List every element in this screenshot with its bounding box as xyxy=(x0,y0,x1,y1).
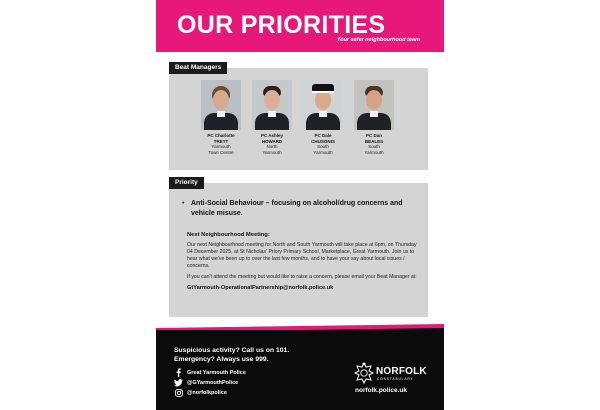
instagram-link[interactable]: @norfolkpolice xyxy=(174,388,227,397)
officer-name: PC Ashley HOWARD xyxy=(260,133,284,144)
officer-area: South Yarmouth xyxy=(313,144,333,155)
contact-email[interactable]: GtYarmouth-OperationalPartnership@norfolk.police.uk xyxy=(187,285,334,291)
twitter-icon xyxy=(174,378,183,387)
cant-attend-text: If you can't attend the meeting but would like to raise a concern, please email your Beat Manager at: xyxy=(187,274,417,280)
officer-name: PC Dan BEALES xyxy=(364,133,384,144)
officer-area: South Yarmouth xyxy=(364,144,384,155)
officer-card xyxy=(250,80,294,155)
police-crest-icon xyxy=(354,362,374,384)
page-title: OUR PRIORITIES xyxy=(177,11,386,39)
meeting-body: Our next Neighbourhood meeting for North and South Yarmouth will take place at 6pm, on Thursday 04 December 2025, at St Nicholas' Priory Primary School, Marketplace, Great Yarmouth. Join us to hear what we've been up to over the last few months, and to have your say about local issues / concerns. xyxy=(187,242,417,269)
instagram-icon xyxy=(174,388,183,397)
officer-photo xyxy=(354,80,394,130)
officer-card xyxy=(199,80,243,155)
website-link[interactable]: norfolk.police.uk xyxy=(355,387,408,394)
officer-area: North Yarmouth xyxy=(262,144,282,155)
facebook-icon xyxy=(174,368,183,377)
officer-area: Yarmouth Town Centre xyxy=(208,144,234,155)
officer-photo xyxy=(303,80,343,130)
meeting-heading: Next Neighbourhood Meeting: xyxy=(187,232,270,238)
officer-name: PC Charlotte TRETT xyxy=(207,133,235,144)
emergency-line: Emergency? Always use 999. xyxy=(174,356,269,363)
twitter-link[interactable]: @GYarmouthPolice xyxy=(174,378,238,387)
officer-photo xyxy=(201,80,241,130)
priority-item xyxy=(182,199,416,219)
poster xyxy=(156,0,444,410)
officer-photo xyxy=(252,80,292,130)
facebook-link[interactable]: Great Yarmouth Police xyxy=(174,368,246,377)
brand-subtitle: CONSTABULARY xyxy=(377,377,414,381)
non-emergency-line: Suspicious activity? Call us on 101. xyxy=(174,347,290,354)
priority-label: Priority xyxy=(169,177,204,189)
officer-card xyxy=(352,80,396,155)
brand-name: NORFOLK xyxy=(376,366,427,377)
bullet-icon: • xyxy=(182,200,185,207)
header-banner xyxy=(156,0,444,52)
beat-managers-label: Beat Managers xyxy=(169,62,227,74)
meeting-section xyxy=(187,232,417,296)
officer-card xyxy=(301,80,345,155)
priority-item-text: Anti-Social Behaviour – focusing on alcohol/drug concerns and vehicle misuse. xyxy=(191,200,403,217)
officer-name: PC Dale CHUSONIS xyxy=(311,133,335,144)
page-subtitle: Your safer neighbourhood team xyxy=(336,37,420,43)
